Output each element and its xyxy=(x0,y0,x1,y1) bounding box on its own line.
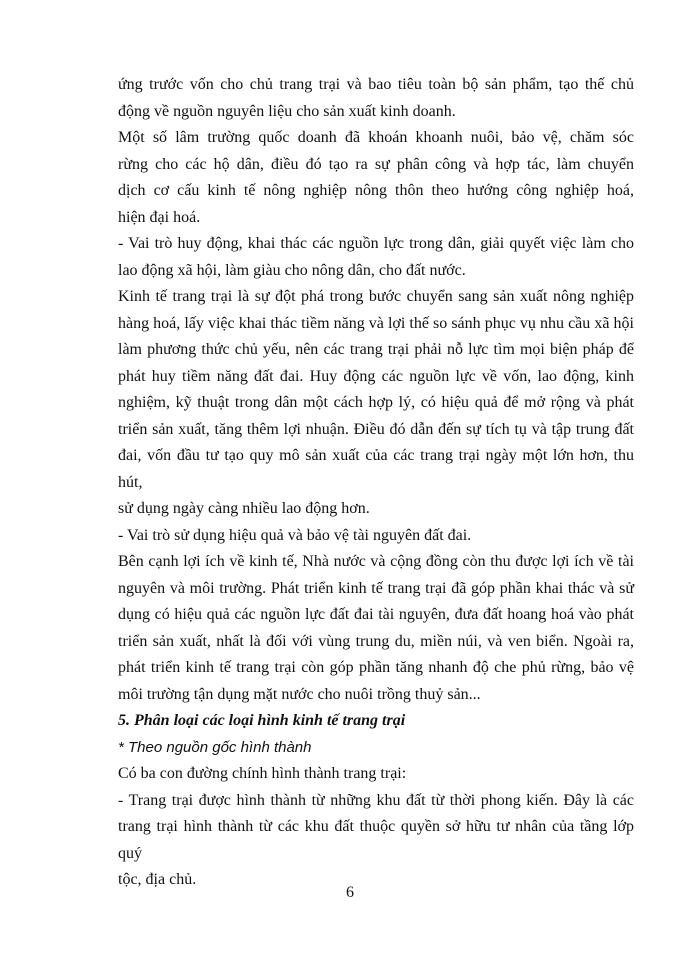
text-line: dụng có hiệu quả các nguồn lực đất đai tài nguyên, đưa đất hoang hoá vào phát xyxy=(118,606,634,623)
text-line: Một số lâm trường quốc doanh đã khoán khoanh nuôi, bảo vệ, chăm sóc xyxy=(118,129,634,146)
text-line: dịch cơ cấu kinh tế nông nghiệp nông thôn theo hướng công nghiệp hoá, xyxy=(118,182,634,199)
section-heading: 5. Phân loại các loại hình kinh tế trang trại xyxy=(118,712,406,729)
text-line: đai, vốn đầu tư tạo quy mô sản xuất của các trang trại ngày một lớn hơn, thu hút, xyxy=(118,447,634,491)
section-subheading: * Theo nguồn gốc hình thành xyxy=(118,738,312,756)
text-line: Kinh tế trang trại là sự đột phá trong bước chuyển sang sản xuất nông nghiệp xyxy=(118,288,634,305)
text-line: triển sản xuất, nhất là đối với vùng trung du, miền núi, và ven biển. Ngoài ra, xyxy=(118,632,634,650)
text-line: phát triển kinh tế trang trại còn góp phần tăng nhanh độ che phủ rừng, bảo vệ xyxy=(118,659,634,676)
body-text xyxy=(118,72,634,708)
text-line: sử dụng ngày càng nhiều lao động hơn. xyxy=(118,500,370,517)
body-text-2 xyxy=(118,761,634,894)
text-line: Có ba con đường chính hình thành trang trại: xyxy=(118,765,407,782)
text-line: trang trại hình thành từ các khu đất thuộc quyền sở hữu tư nhân của tầng lớp quý xyxy=(118,818,634,862)
text-line: hiện đại hoá. xyxy=(118,208,201,226)
text-line: rừng cho các hộ dân, điều đó tạo ra sự phân công và hợp tác, làm chuyển xyxy=(118,155,634,173)
text-line: tộc, địa chủ. xyxy=(118,871,197,888)
text-line: động về nguồn nguyên liệu cho sản xuất kinh doanh. xyxy=(118,102,456,120)
text-line: ứng trước vốn cho chủ trang trại và bao tiêu toàn bộ sản phẩm, tạo thế chủ xyxy=(118,76,634,93)
text-line: nghiệm, kỹ thuật trong dân một cách hợp lý, có hiệu quả để mở rộng và phát xyxy=(118,394,634,411)
text-line: Bên cạnh lợi ích về kinh tế, Nhà nước và cộng đồng còn thu được lợi ích về tài xyxy=(118,553,634,570)
text-line: lao động xã hội, làm giàu cho nông dân, cho đất nước. xyxy=(118,261,466,279)
page-number: 6 xyxy=(346,884,354,901)
text-line: triển sản xuất, tăng thêm lợi nhuận. Điều đó dẫn đến sự tích tụ và tập trung đất xyxy=(118,420,634,438)
text-line: - Vai trò sử dụng hiệu quả và bảo vệ tài nguyên đất đai. xyxy=(118,526,472,544)
text-line: - Vai trò huy động, khai thác các nguồn lực trong dân, giải quyết việc làm cho xyxy=(118,235,634,252)
text-line: làm phương thức chủ yếu, nên các trang trại phải nỗ lực tìm mọi biện pháp để xyxy=(118,341,634,358)
text-line: nguyên và môi trường. Phát triển kinh tế trang trại đã góp phần khai thác và sử xyxy=(118,579,634,597)
text-line: hàng hoá, lấy việc khai thác tiềm năng và lợi thế so sánh phục vụ nhu cầu xã hội xyxy=(118,314,634,332)
text-line: - Trang trại được hình thành từ những khu đất từ thời phong kiến. Đây là các xyxy=(118,791,634,809)
text-line: phát huy tiềm năng đất đai. Huy động các nguồn lực về vốn, lao động, kinh xyxy=(118,367,634,385)
text-line: môi trường tận dụng mặt nước cho nuôi trồng thuỷ sản... xyxy=(118,685,481,703)
